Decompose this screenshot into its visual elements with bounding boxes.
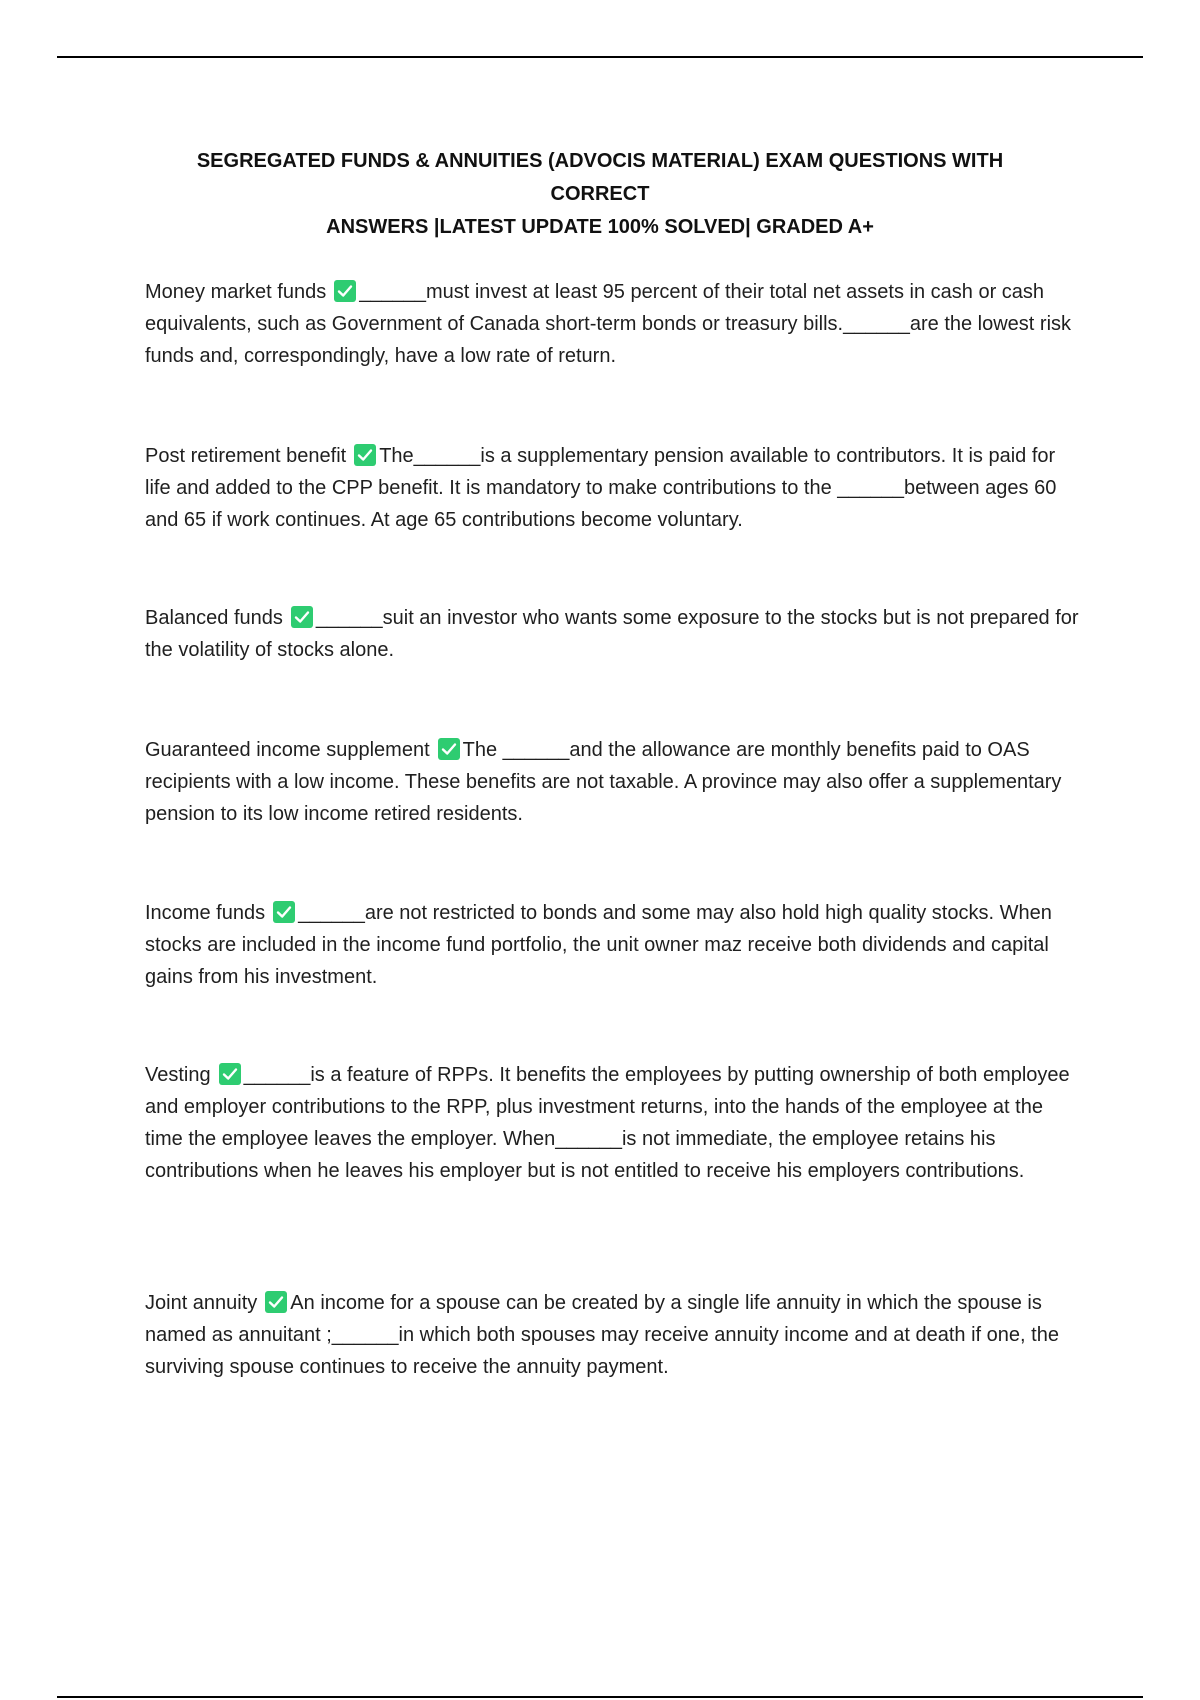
term: Vesting: [145, 1064, 211, 1086]
term: Joint annuity: [145, 1292, 258, 1314]
checkmark-icon: [291, 606, 313, 628]
term: Guaranteed income supplement: [145, 739, 430, 761]
qa-item-balanced-funds: [145, 602, 1085, 666]
answer-text: The ______and the allowance are monthly benefits paid to OAS recipients with a low income. These benefits are not taxable. A province may also offer a supplementary pension to its low income retired residents.: [145, 739, 1062, 825]
answer-text: ______must invest at least 95 percent of their total net assets in cash or cash equivalents, such as Government of Canada short-term bonds or treasury bills.______are the lowest risk funds and, correspondingly, have a low rate of return.: [145, 281, 1072, 367]
checkmark-icon: [438, 738, 460, 760]
answer-text: The______is a supplementary pension available to contributors. It is paid for life and added to the CPP benefit. It is mandatory to make contributions to the ______between ages 60 and 65 if work continues. At age 65 contributions become voluntary.: [145, 445, 1057, 531]
qa-item-joint-annuity: [145, 1287, 1085, 1383]
qa-item-guaranteed-income-supplement: [145, 734, 1085, 830]
checkmark-icon: [265, 1291, 287, 1313]
checkmark-icon: [334, 280, 356, 302]
qa-item-vesting: [145, 1059, 1085, 1187]
title-line-2: ANSWERS |LATEST UPDATE 100% SOLVED| GRADED A+: [326, 216, 874, 238]
checkmark-icon: [273, 901, 295, 923]
bottom-rule: [57, 1696, 1143, 1698]
qa-item-post-retirement-benefit: [145, 440, 1085, 536]
answer-text: An income for a spouse can be created by a single life annuity in which the spouse is named as annuitant ;______in which both spouses may receive annuity income and at death if one, the surviving spouse continues to receive the annuity payment.: [145, 1292, 1059, 1378]
term: Income funds: [145, 902, 266, 924]
title-line-1: SEGREGATED FUNDS & ANNUITIES (ADVOCIS MATERIAL) EXAM QUESTIONS WITH CORRECT: [196, 150, 1004, 205]
term: Balanced funds: [145, 607, 283, 629]
page-title: [150, 145, 1050, 244]
top-rule: [57, 56, 1143, 58]
answer-text: ______are not restricted to bonds and some may also hold high quality stocks. When stocks are included in the income fund portfolio, the unit owner maz receive both dividends and capital gains from his investment.: [145, 902, 1052, 988]
checkmark-icon: [354, 444, 376, 466]
qa-item-income-funds: [145, 897, 1085, 993]
checkmark-icon: [219, 1063, 241, 1085]
answer-text: ______is a feature of RPPs. It benefits the employees by putting ownership of both employee and employer contributions to the RPP, plus investment returns, into the hands of the employee at the time the employee leaves the employer. When______is not immediate, the employee retains his contributions when he leaves his employer but is not entitled to receive his employers contributions.: [145, 1064, 1070, 1182]
term: Post retirement benefit: [145, 445, 347, 467]
answer-text: ______suit an investor who wants some exposure to the stocks but is not prepared for the volatility of stocks alone.: [145, 607, 1079, 661]
qa-item-money-market-funds: [145, 276, 1085, 372]
term: Money market funds: [145, 281, 327, 303]
